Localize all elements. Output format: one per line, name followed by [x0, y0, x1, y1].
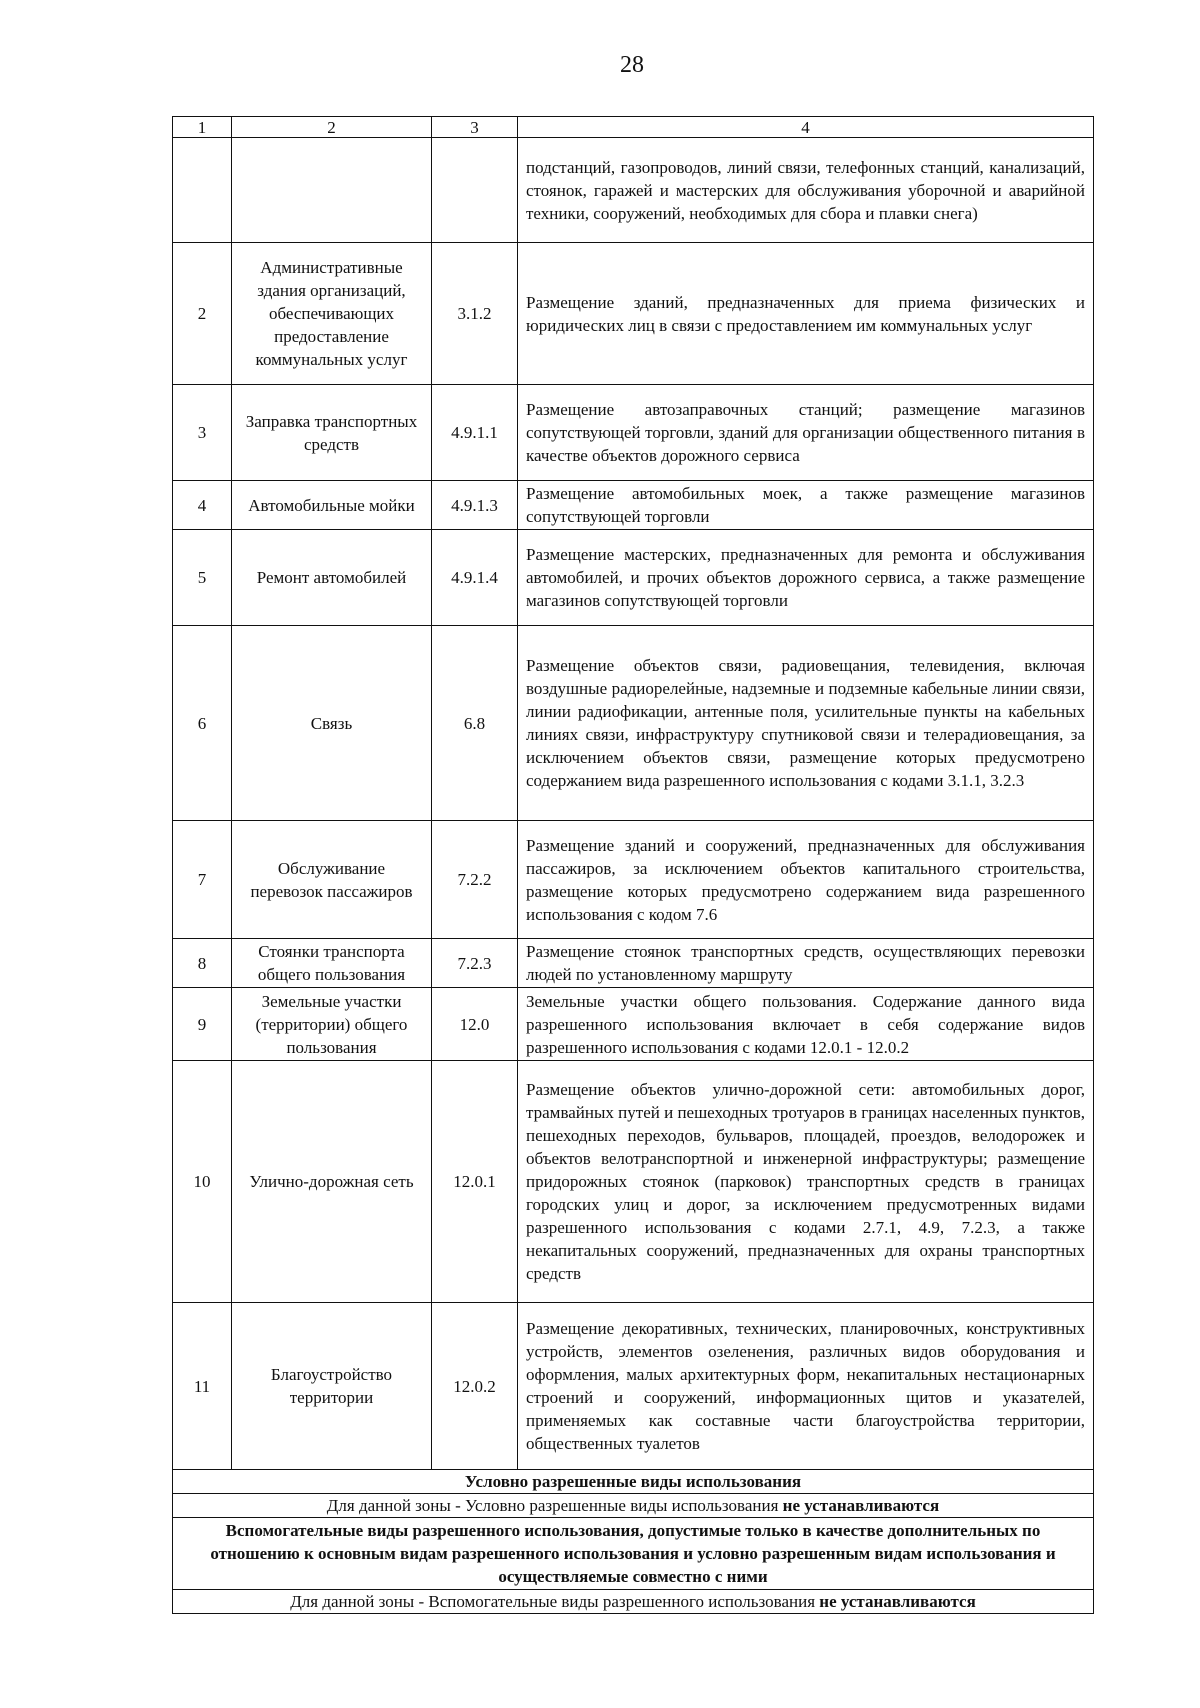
row-use-name: Административные здания организаций, обеспечивающих предоставление коммунальных услуг: [232, 243, 432, 385]
row-code: 3.1.2: [432, 243, 518, 385]
conditional-section-row: [173, 1470, 1094, 1494]
conditional-note-emphasis: не устанавливаются: [782, 1496, 940, 1515]
row-description: Размещение объектов связи, радиовещания, телевидения, включая воздушные радиорелейные, надземные и подземные кабельные линии связи, линии радиофикации, антенные поля, усилительные пункты на кабельных линиях связи, инфраструктуру спутниковой связи и телерадиовещания, за исключением объектов связи, размещение которых предусмотрено содержанием вида разрешенного использования с кодами 3.1.1, 3.2.3: [518, 626, 1094, 821]
row-use-name: Благоустройство территории: [232, 1303, 432, 1470]
row-use-name: Связь: [232, 626, 432, 821]
auxiliary-note: [173, 1590, 1094, 1614]
row-number: 6: [173, 626, 232, 821]
row-code: 12.0.1: [432, 1061, 518, 1303]
row-code: 4.9.1.3: [432, 481, 518, 530]
row-use-name: Автомобильные мойки: [232, 481, 432, 530]
table-row: [173, 243, 1094, 385]
table-row-continuation: [173, 138, 1094, 243]
page-number: 28: [620, 52, 644, 78]
row-description: Размещение автомобильных моек, а также размещение магазинов сопутствующей торговли: [518, 481, 1094, 530]
row-number: 8: [173, 939, 232, 988]
header-col-1: 1: [173, 117, 232, 138]
row-description: Размещение зданий и сооружений, предназначенных для обслуживания пассажиров, за исключением объектов капитального строительства, размещение которых предусмотрено содержанием вида разрешенного использования с кодом 7.6: [518, 821, 1094, 939]
row-description: Размещение мастерских, предназначенных для ремонта и обслуживания автомобилей, и прочих объектов дорожного сервиса, а также размещение магазинов сопутствующей торговли: [518, 530, 1094, 626]
row-number: 3: [173, 385, 232, 481]
header-col-3: 3: [432, 117, 518, 138]
row-number: 11: [173, 1303, 232, 1470]
row-use-name: Стоянки транспорта общего пользования: [232, 939, 432, 988]
row-number: 5: [173, 530, 232, 626]
row-description: Размещение зданий, предназначенных для приема физических и юридических лиц в связи с предоставлением им коммунальных услуг: [518, 243, 1094, 385]
auxiliary-note-text: Для данной зоны - Вспомогательные виды разрешенного использования: [290, 1592, 816, 1611]
row-description: Размещение объектов улично-дорожной сети: автомобильных дорог, трамвайных путей и пешеходных тротуаров в границах населенных пунктов, пешеходных переходов, бульваров, площадей, проездов, велодорожек и объектов велотранспортной и инженерной инфраструктуры; размещение придорожных стоянок (парковок) транспортных средств в границах городских улиц и дорог, за исключением предусмотренных видами разрешенного использования с кодами 2.7.1, 4.9, 7.2.3, а также некапитальных сооружений, предназначенных для охраны транспортных средств: [518, 1061, 1094, 1303]
row-code: 7.2.2: [432, 821, 518, 939]
row-code: 4.9.1.4: [432, 530, 518, 626]
row-use-name: Заправка транспортных средств: [232, 385, 432, 481]
table-row: [173, 385, 1094, 481]
conditional-note-text: Для данной зоны - Условно разрешенные виды использования: [326, 1496, 779, 1515]
row-number: 4: [173, 481, 232, 530]
row-description: Земельные участки общего пользования. Содержание данного вида разрешенного использования включает в себя содержание видов разрешенного использования с кодами 12.0.1 - 12.0.2: [518, 988, 1094, 1061]
conditional-note: [173, 1494, 1094, 1518]
row-number: 9: [173, 988, 232, 1061]
auxiliary-note-emphasis: не устанавливаются: [819, 1592, 976, 1611]
row-code: 4.9.1.1: [432, 385, 518, 481]
row-code: 12.0: [432, 988, 518, 1061]
table-row: [173, 481, 1094, 530]
row-description: Размещение стоянок транспортных средств, осуществляющих перевозки людей по установленному маршруту: [518, 939, 1094, 988]
conditional-section-title: Условно разрешенные виды использования: [173, 1470, 1094, 1494]
row-use-name: Земельные участки (территории) общего пользования: [232, 988, 432, 1061]
auxiliary-note-row: [173, 1590, 1094, 1614]
table-header-row: [173, 117, 1094, 138]
auxiliary-section-row: [173, 1518, 1094, 1590]
table-row: [173, 821, 1094, 939]
row-number: 10: [173, 1061, 232, 1303]
row-number: 7: [173, 821, 232, 939]
row-description: Размещение автозаправочных станций; размещение магазинов сопутствующей торговли, зданий для организации общественного питания в качестве объектов дорожного сервиса: [518, 385, 1094, 481]
table-row: [173, 530, 1094, 626]
continuation-text: подстанций, газопроводов, линий связи, телефонных станций, канализаций, стоянок, гаражей и мастерских для обслуживания уборочной и аварийной техники, сооружений, необходимых для сбора и плавки снега): [518, 138, 1094, 243]
row-use-name: Ремонт автомобилей: [232, 530, 432, 626]
row-code: 7.2.3: [432, 939, 518, 988]
conditional-note-row: [173, 1494, 1094, 1518]
table-row: [173, 939, 1094, 988]
auxiliary-section-title: Вспомогательные виды разрешенного использования, допустимые только в качестве дополнительных по отношению к основным видам разрешенного использования и условно разрешенным видам использования и осуществляемые совместно с ними: [173, 1518, 1094, 1590]
row-code: 12.0.2: [432, 1303, 518, 1470]
row-code: 6.8: [432, 626, 518, 821]
land-use-table: [172, 116, 1094, 1614]
row-use-name: Обслуживание перевозок пассажиров: [232, 821, 432, 939]
row-description: Размещение декоративных, технических, планировочных, конструктивных устройств, элементов озеленения, различных видов оборудования и оформления, малых архитектурных форм, некапитальных нестационарных строений и сооружений, информационных щитов и указателей, применяемых как составные части благоустройства территории, общественных туалетов: [518, 1303, 1094, 1470]
header-col-4: 4: [518, 117, 1094, 138]
table-row: [173, 988, 1094, 1061]
table-row: [173, 1061, 1094, 1303]
header-col-2: 2: [232, 117, 432, 138]
table-row: [173, 626, 1094, 821]
row-use-name: Улично-дорожная сеть: [232, 1061, 432, 1303]
row-number: 2: [173, 243, 232, 385]
table-row: [173, 1303, 1094, 1470]
